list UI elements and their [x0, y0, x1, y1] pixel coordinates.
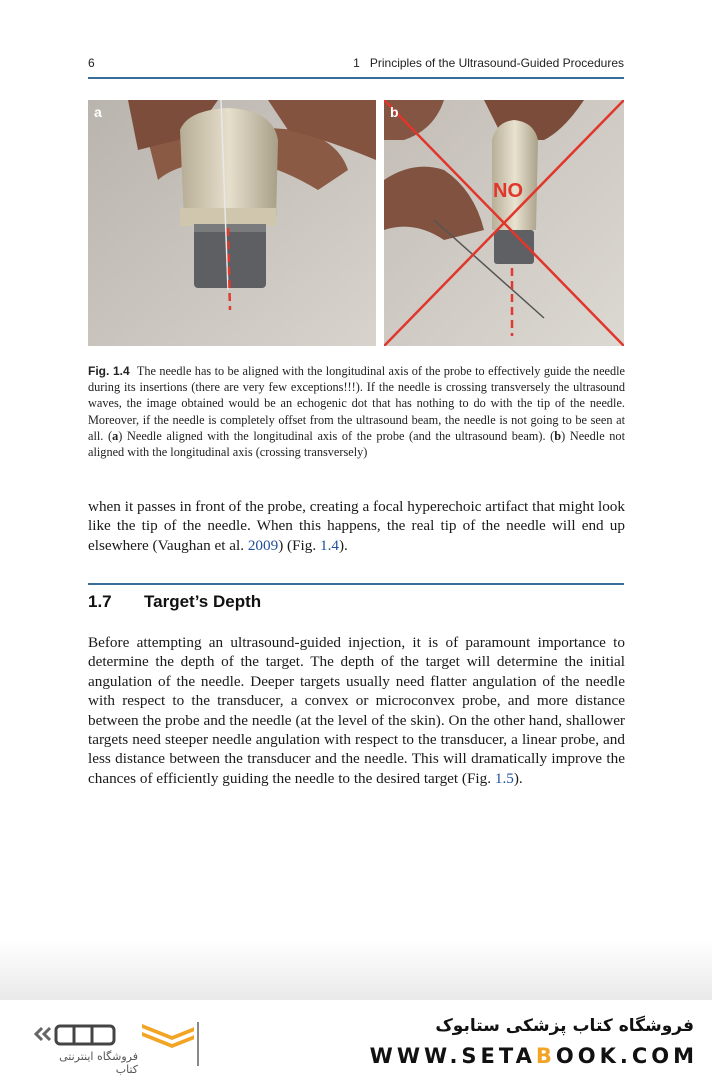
setabook-logo[interactable] — [34, 1014, 274, 1076]
body-paragraph-1 — [88, 497, 625, 555]
photo-needle-aligned — [88, 100, 376, 346]
paragraph-1-text: when it passes in front of the probe, creating a focal hyperechoic artifact that might look like the tip of the needle. When this happens, the real tip of the needle will end up elsewhere (Vaughan et al. — [88, 498, 625, 554]
url-part-2: OOK.COM — [555, 1044, 698, 1068]
figure-caption — [88, 363, 625, 460]
figure-ref-link-1-5[interactable]: 1.5 — [494, 769, 514, 787]
panel-a-label: a — [94, 104, 102, 120]
page-number: 6 — [88, 56, 95, 70]
caption-b-marker: b — [554, 428, 562, 443]
panel-b-label: b — [390, 104, 399, 120]
caption-text-3: ) Needle not aligned with the longitudinal axis (crossing transversely) — [88, 428, 625, 460]
section-title: Target’s Depth — [144, 592, 262, 611]
section-number: 1.7 — [88, 592, 112, 611]
url-part-1: WWW.SETA — [369, 1044, 536, 1068]
logo-mark-icon — [34, 1014, 194, 1054]
paragraph-1-text-mid: ) (Fig. — [278, 536, 320, 554]
no-overlay-text: NO — [493, 180, 523, 202]
figure-ref-link-1-4[interactable]: 1.4 — [319, 536, 339, 554]
caption-text: The needle has to be aligned with the longitudinal axis of the probe to effectively guide the needle during its insertions (there are very few exceptions!!!). If the needle is crossing transversely the ultrasound waves, the image obtained would be an echogenic dot that has nothing to do with the tip of the needle. Moreover, if the needle is completely offset from the ultrasound beam, the needle is not going to be seen at all. ( — [88, 364, 626, 443]
store-name: فروشگاه کتاب پزشکی ستابوک — [435, 1016, 694, 1036]
chapter-number: 1 — [353, 56, 360, 70]
paragraph-1-text-end: ). — [338, 536, 348, 554]
figure-panel-b — [384, 100, 624, 346]
paragraph-2-text: Before attempting an ultrasound-guided injection, it is of paramount importance to determine the depth of the target. The depth of the target will determine the initial angulation of the needle. Deeper targets usually need flatter angulation of the needle with respect to the transducer, a convex or microconvex probe, and more distance between the probe and the needle (at the level of the skin). On the other hand, shallower targets need steeper needle angulation with respect to the transducer, a linear probe, and less distance between the transducer and the needle. This will dramatically improve the chances of efficiently guiding the needle to the desired target (Fig. — [88, 634, 625, 787]
caption-a-marker: a — [112, 428, 119, 443]
figure-panel-a — [88, 100, 376, 346]
section-rule — [88, 583, 624, 585]
footer-divider — [197, 1022, 199, 1066]
url-highlight: B — [535, 1044, 556, 1068]
footer-banner — [0, 1000, 712, 1079]
caption-text-2: ) Needle aligned with the longitudinal axis of the probe (and the ultrasound beam). ( — [118, 428, 555, 443]
citation-link-vaughan[interactable]: 2009 — [247, 536, 279, 554]
chapter-title: Principles of the Ultrasound-Guided Procedures — [369, 56, 624, 70]
logo-subtitle: فروشگاه اینترنتی کتاب — [59, 1050, 138, 1076]
running-head — [353, 56, 624, 70]
body-paragraph-2 — [88, 633, 625, 788]
caption-label: Fig. 1.4 — [88, 364, 130, 378]
header-rule — [88, 77, 624, 79]
section-heading — [88, 592, 261, 612]
page-header — [88, 56, 624, 76]
store-url[interactable] — [370, 1044, 698, 1068]
paragraph-2-text-end: ). — [513, 769, 523, 787]
photo-needle-crossing — [384, 100, 624, 346]
page-bottom-shadow — [0, 940, 712, 1000]
